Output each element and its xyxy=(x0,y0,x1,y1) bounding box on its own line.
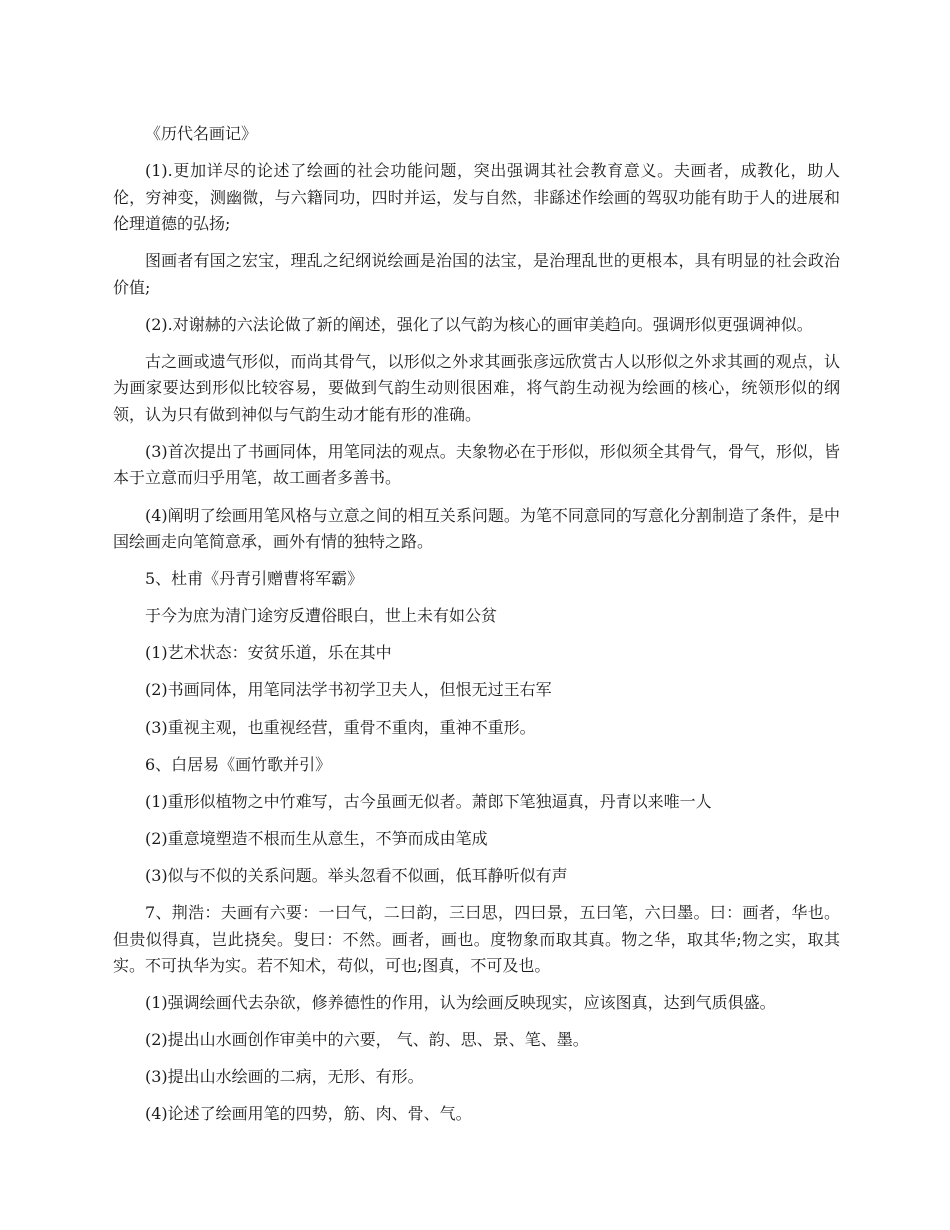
list-item: (2)书画同体，用笔同法学书初学卫夫人，但恨无过王右军 xyxy=(145,680,552,700)
list-item: (3)重视主观，也重视经营，重骨不重肉，重神不重形。 xyxy=(145,717,536,737)
paragraph: (2).对谢赫的六法论做了新的阐述，强化了以气韵为核心的画审美趋向。强调形似更强调神似。 xyxy=(145,314,813,334)
section-heading-du-fu: 5、杜甫《丹青引赠曹将军霸》 xyxy=(145,569,364,589)
paragraph: 于今为庶为清门途穷反遭俗眼白，世上未有如公贫 xyxy=(145,606,498,626)
document-page xyxy=(113,121,840,1138)
paragraph: (1).更加详尽的论述了绘画的社会功能问题，突出强调其社会教育意义。夫画者，成教化，助人伦，穷神变，测幽微，与六籍同功，四时并运，发与自然，非繇述作绘画的驾驭功能有助于人的进展和伦理道德的弘扬; xyxy=(113,161,840,234)
list-item: (3)提出山水绘画的二病，无形、有形。 xyxy=(145,1067,424,1087)
paragraph: 古之画或遗气形似，而尚其骨气，以形似之外求其画张彦远欣赏古人以形似之外求其画的观点，认为画家要达到形似比较容易，要做到气韵生动则很困难，将气韵生动视为绘画的核心，统领形似的纲领，认为只有做到神似与气韵生动才能有形的准确。 xyxy=(113,351,840,424)
section-heading-jing-hao: 7、荆浩：夫画有六要：一曰气，二曰韵，三曰思，四曰景，五曰笔，六曰墨。曰：画者，华也。但贵似得真，岂此挠矣。叟曰：不然。画者，画也。度物象而取其真。物之华，取其华;物之实，取其实。不可执华为实。若不知术，苟似，可也;图真，不可及也。 xyxy=(113,903,840,975)
list-item: (3)似与不似的关系问题。举头忽看不似画，低耳静听似有声 xyxy=(145,865,568,885)
paragraph: 图画者有国之宏宝，理乱之纪纲说绘画是治国的法宝，是治理乱世的更根本，具有明显的社会政治价值; xyxy=(113,251,840,297)
section-heading-bai-juyi: 6、白居易《画竹歌并引》 xyxy=(145,754,332,774)
list-item: (2)重意境塑造不根而生从意生，不笋而成由笔成 xyxy=(145,828,488,848)
paragraph: (3)首次提出了书画同体，用笔同法的观点。夫象物必在于形似，形似须全其骨气，骨气，形似，皆本于立意而归乎用笔，故工画者多善书。 xyxy=(113,441,840,488)
list-item: (4)论述了绘画用笔的四势，筋、肉、骨、气。 xyxy=(145,1104,472,1124)
heading-lidai-minghuaji: 《历代名画记》 xyxy=(145,124,258,143)
list-item: (1)强调绘画代去杂欲，修养德性的作用，认为绘画反映现实，应该图真，达到气质俱盛。 xyxy=(145,993,776,1013)
list-item: (1)重形似植物之中竹难写，古今虽画无似者。萧郎下笔独逼真，丹青以来唯一人 xyxy=(145,791,712,811)
paragraph: (4)阐明了绘画用笔风格与立意之间的相互关系问题。为笔不同意同的写意化分割制造了条件，是中国绘画走向笔简意承，画外有情的独特之路。 xyxy=(113,505,840,552)
list-item: (2)提出山水画创作审美中的六要， 气、韵、思、景、笔、墨。 xyxy=(145,1030,589,1050)
list-item: (1)艺术状态：安贫乐道，乐在其中 xyxy=(145,643,392,663)
